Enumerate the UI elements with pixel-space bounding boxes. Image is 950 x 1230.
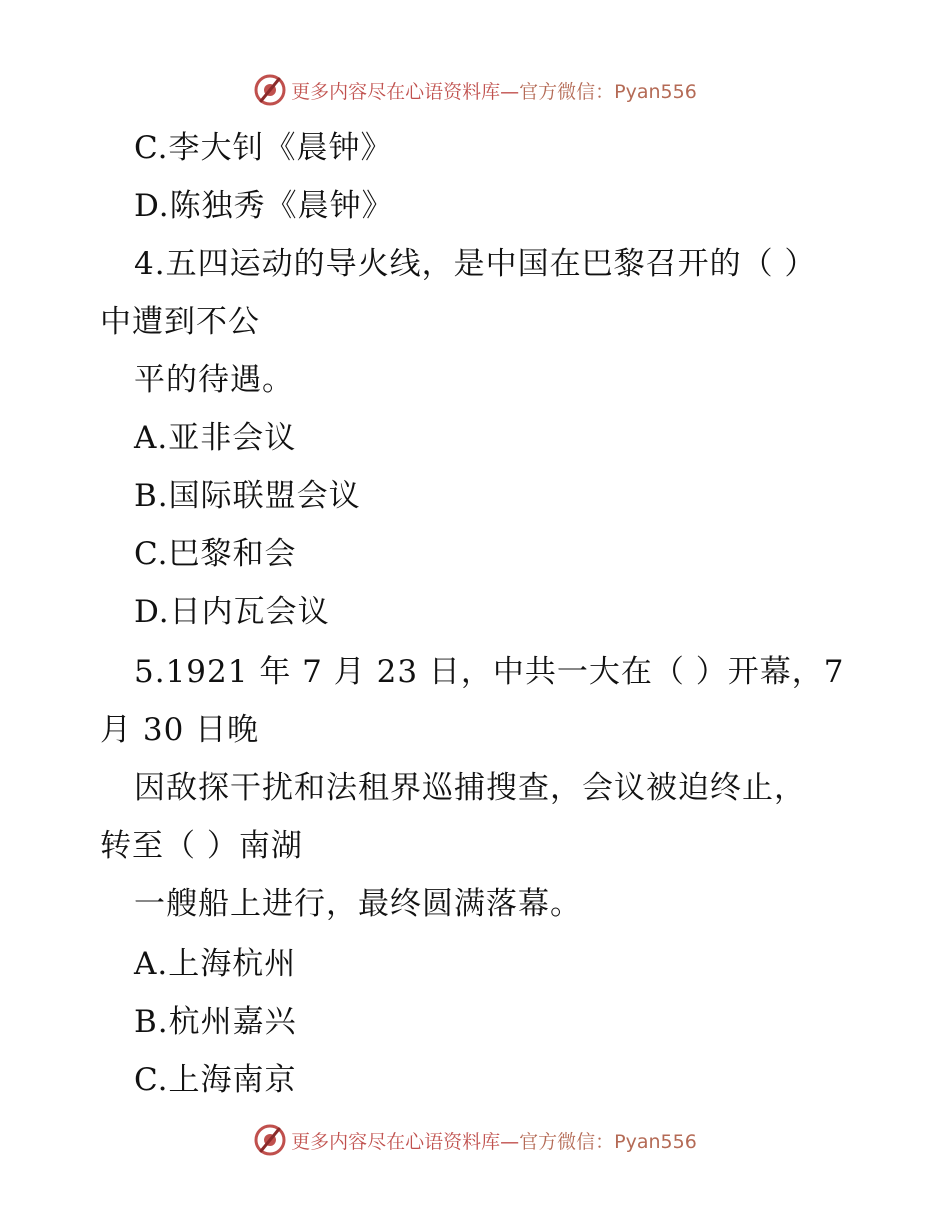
question-line: 5.1921 年 7 月 23 日，中共一大在（ ）开幕，7 (134, 654, 845, 690)
watermark-logo-icon (253, 1123, 287, 1157)
option-line: C.李大钊《晨钟》 (134, 130, 393, 166)
option-line: A.上海杭州 (134, 946, 297, 982)
watermark-dash: — (500, 1130, 520, 1153)
watermark-sub-text: 官方微信：Pyan556 (519, 1130, 697, 1153)
option-line: D.陈独秀《晨钟》 (134, 188, 394, 224)
option-line: D.日内瓦会议 (134, 594, 330, 630)
option-line: C.上海南京 (134, 1062, 297, 1098)
question-line: 中遭到不公 (100, 304, 260, 340)
footer-watermark (0, 1120, 950, 1160)
question-line: 因敌探干扰和法租界巡捕搜查，会议被迫终止， (134, 770, 806, 806)
question-line: 平的待遇。 (134, 362, 294, 398)
question-line: 月 30 日晚 (100, 712, 260, 748)
option-line: B.杭州嘉兴 (134, 1004, 297, 1040)
option-line: A.亚非会议 (134, 420, 297, 456)
question-line: 转至（ ）南湖 (100, 828, 303, 864)
question-line: 4.五四运动的导火线，是中国在巴黎召开的（ ） (134, 246, 817, 282)
question-line: 一艘船上进行，最终圆满落幕。 (134, 886, 582, 922)
watermark-dash: — (500, 80, 520, 103)
watermark-text (291, 1127, 697, 1154)
watermark-main-text: 更多内容尽在心语资料库 (291, 1130, 501, 1153)
option-line: C.巴黎和会 (134, 536, 297, 572)
option-line: B.国际联盟会议 (134, 478, 361, 514)
watermark-sub-text: 官方微信：Pyan556 (519, 80, 697, 103)
watermark-main-text: 更多内容尽在心语资料库 (291, 80, 501, 103)
